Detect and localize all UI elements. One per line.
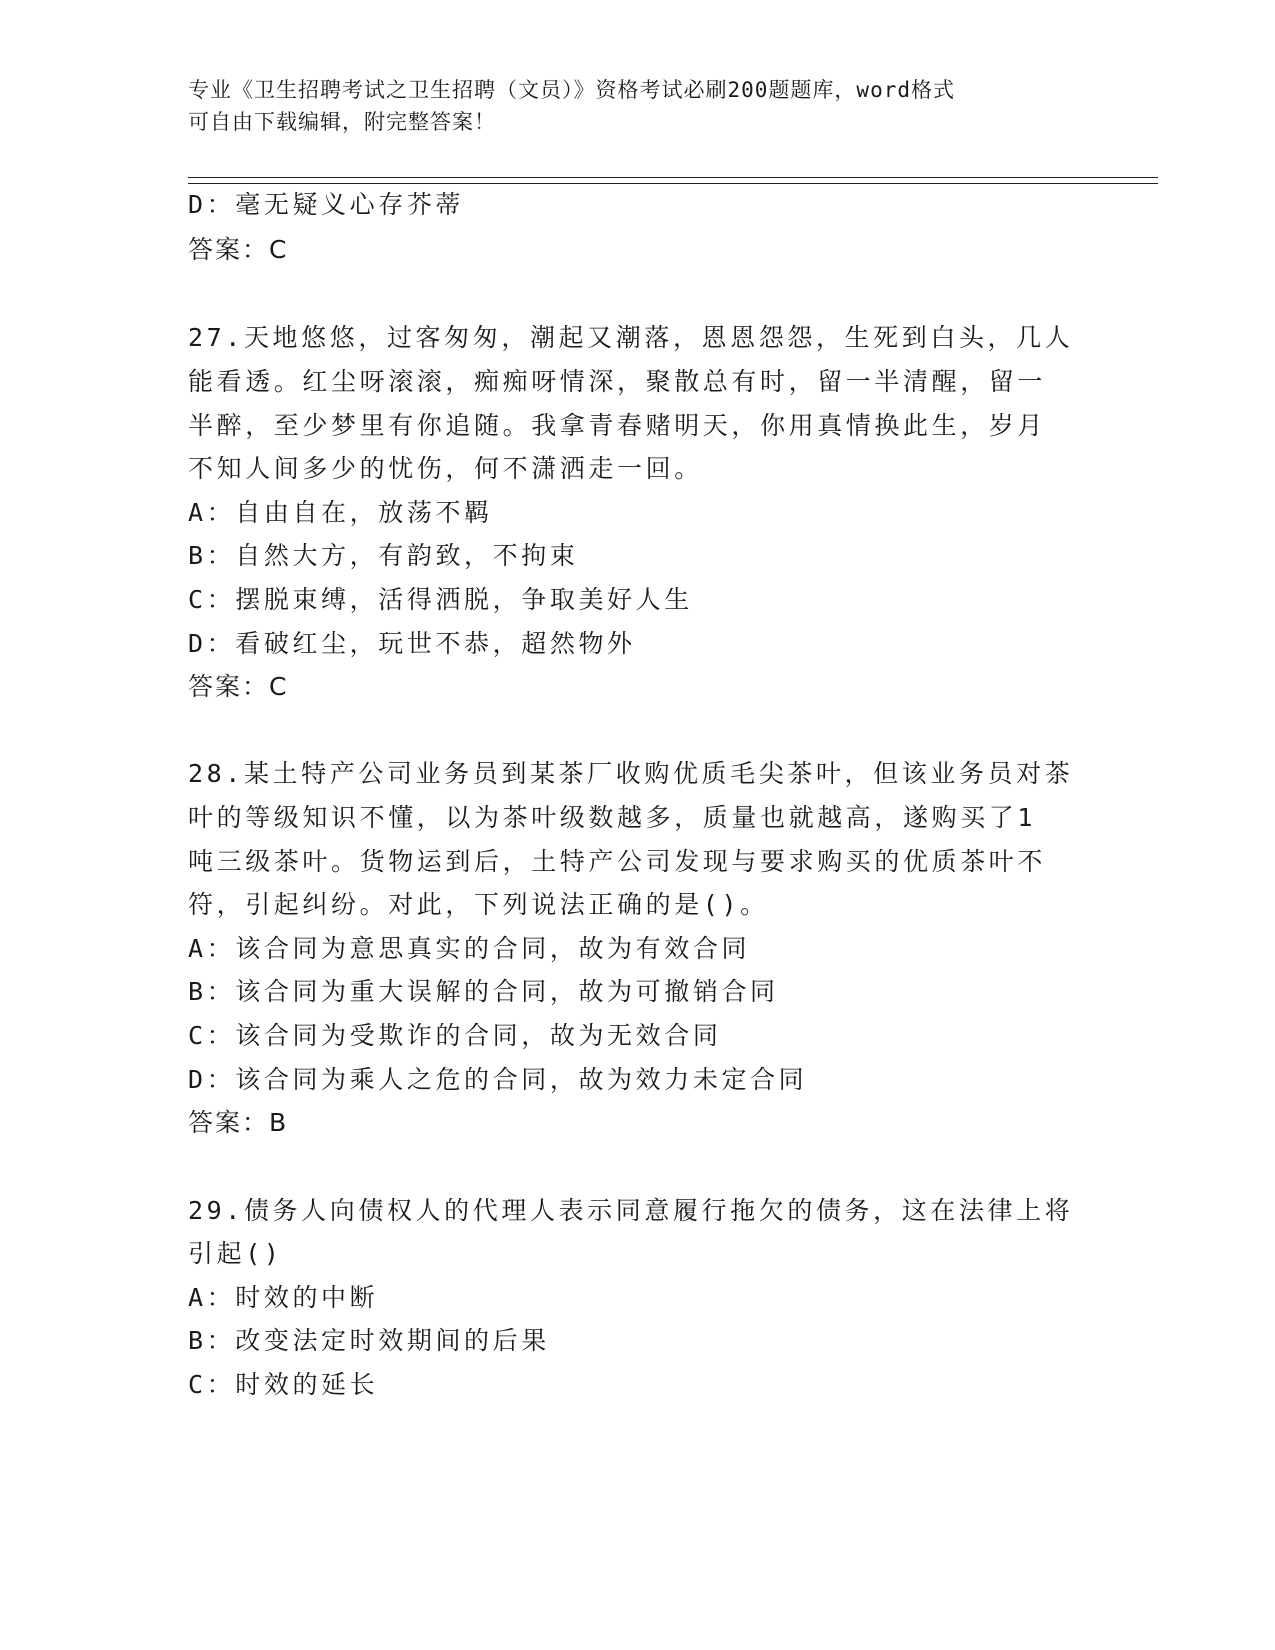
q28-text-line-3: 吨三级茶叶。货物运到后，土特产公司发现与要求购买的优质茶叶不 <box>188 847 1047 876</box>
prev-option-d: D：毫无疑义心存芥蒂 <box>188 190 465 219</box>
q29-option-b: B：改变法定时效期间的后果 <box>188 1326 550 1355</box>
q29-text-line-2: 引起() <box>188 1239 283 1268</box>
q27-answer: 答案：C <box>188 672 289 701</box>
header-divider-top <box>188 177 1158 178</box>
q29-option-c: C：时效的延长 <box>188 1370 379 1399</box>
q28-answer: 答案：B <box>188 1108 289 1137</box>
q27-text-line-4: 不知人间多少的忧伤，何不潇洒走一回。 <box>188 454 703 483</box>
prev-answer: 答案：C <box>188 235 289 264</box>
q28-text-line-2: 叶的等级知识不懂，以为茶叶级数越多，质量也就越高，遂购买了1 <box>188 803 1037 832</box>
q27-text-line-3: 半醉，至少梦里有你追随。我拿青春赌明天，你用真情换此生，岁月 <box>188 411 1047 440</box>
q29-option-a: A：时效的中断 <box>188 1283 379 1312</box>
document-header <box>188 74 1068 138</box>
q27-option-c: C：摆脱束缚，活得洒脱，争取美好人生 <box>188 585 693 614</box>
header-line-2: 可自由下载编辑，附完整答案！ <box>188 110 496 134</box>
q27-text-line-2: 能看透。红尘呀滚滚，痴痴呀情深，聚散总有时，留一半清醒，留一 <box>188 367 1047 396</box>
q28-option-a: A：该合同为意思真实的合同，故为有效合同 <box>188 934 751 963</box>
q27-text-line-1: 27.天地悠悠，过客匆匆，潮起又潮落，恩恩怨怨，生死到白头，几人 <box>188 323 1074 352</box>
q27-option-d: D：看破红尘，玩世不恭，超然物外 <box>188 629 636 658</box>
header-divider-bottom <box>188 183 1158 184</box>
q29-text-line-1: 29.债务人向债权人的代理人表示同意履行拖欠的债务，这在法律上将 <box>188 1196 1074 1225</box>
header-line-1: 专业《卫生招聘考试之卫生招聘（文员）》资格考试必刷200题题库，word格式 <box>188 78 955 102</box>
q28-text-line-1: 28.某土特产公司业务员到某茶厂收购优质毛尖茶叶，但该业务员对茶 <box>188 759 1074 788</box>
q27-option-b: B：自然大方，有韵致，不拘束 <box>188 541 579 570</box>
q28-option-c: C：该合同为受欺诈的合同，故为无效合同 <box>188 1021 722 1050</box>
q28-option-d: D：该合同为乘人之危的合同，故为效力未定合同 <box>188 1065 808 1094</box>
q27-option-a: A：自由自在，放荡不羁 <box>188 498 493 527</box>
q28-text-line-4: 符，引起纠纷。对此，下列说法正确的是()。 <box>188 890 769 919</box>
q28-option-b: B：该合同为重大误解的合同，故为可撤销合同 <box>188 977 779 1006</box>
